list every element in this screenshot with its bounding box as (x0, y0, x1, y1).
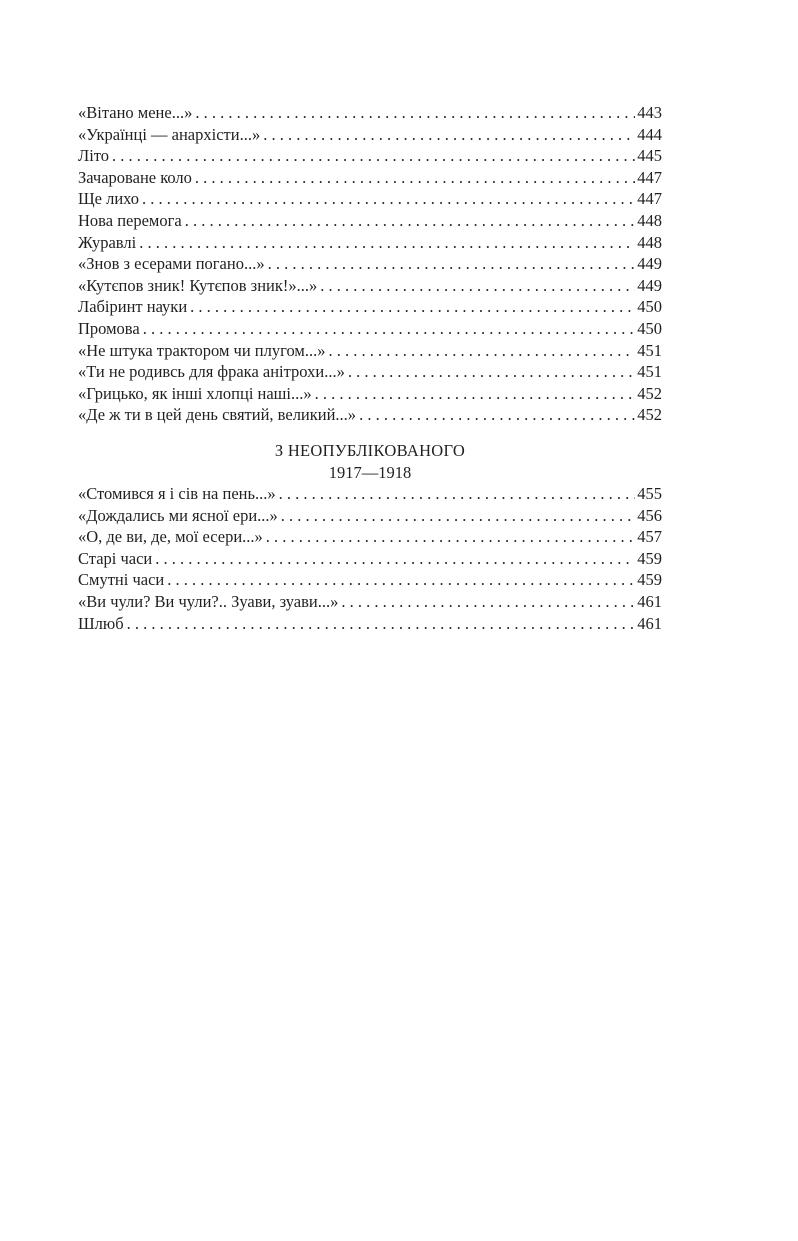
entry-page: 447 (637, 167, 662, 187)
entry-title: «Грицько, як інші хлопці наші...» (78, 383, 312, 403)
dot-leader (142, 188, 635, 210)
entry-title: Журавлі (78, 232, 137, 252)
entry-page: 461 (637, 613, 662, 633)
dot-leader (139, 232, 635, 254)
entry-page: 451 (637, 340, 662, 360)
toc-entry (78, 526, 662, 548)
entry-title: Промова (78, 318, 140, 338)
toc-entry (78, 591, 662, 613)
toc-entry (78, 124, 662, 146)
dot-leader (127, 613, 636, 635)
toc-list-top (78, 102, 662, 426)
entry-page: 457 (637, 527, 662, 547)
entry-title: «Не штука трактором чи плугом...» (78, 340, 326, 360)
dot-leader (281, 505, 635, 527)
table-of-contents (78, 102, 662, 634)
toc-list-bottom (78, 483, 662, 634)
entry-title: Зачароване коло (78, 167, 192, 187)
entry-page: 459 (637, 570, 662, 590)
section-heading (78, 440, 662, 483)
entry-title: Літо (78, 146, 110, 166)
entry-title: Смутні часи (78, 570, 165, 590)
toc-entry (78, 361, 662, 383)
toc-entry (78, 232, 662, 254)
dot-leader (185, 210, 636, 232)
toc-entry (78, 167, 662, 189)
entry-title: «Де ж ти в цей день святий, великий...» (78, 405, 357, 425)
entry-page: 448 (637, 210, 662, 230)
entry-page: 452 (637, 383, 662, 403)
entry-page: 444 (637, 124, 662, 144)
entry-title: Старі часи (78, 548, 153, 568)
dot-leader (195, 167, 635, 189)
entry-title: Лабіринт науки (78, 297, 188, 317)
entry-page: 450 (637, 318, 662, 338)
entry-title: «Знов з есерами погано...» (78, 254, 265, 274)
entry-page: 450 (637, 297, 662, 317)
entry-title: «Ви чули? Ви чули?.. Зуави, зуави...» (78, 592, 339, 612)
toc-entry (78, 340, 662, 362)
entry-title: Нова перемога (78, 210, 182, 230)
dot-leader (143, 318, 636, 340)
dot-leader (359, 404, 635, 426)
entry-title: «Стомився я і сів на пень...» (78, 484, 276, 504)
dot-leader (268, 253, 636, 275)
toc-entry (78, 188, 662, 210)
section-title: З НЕОПУБЛІКОВАНОГО (274, 440, 466, 460)
entry-page: 461 (637, 592, 662, 612)
entry-title: Шлюб (78, 613, 124, 633)
entry-page: 448 (637, 232, 662, 252)
toc-entry (78, 210, 662, 232)
dot-leader (195, 102, 635, 124)
entry-page: 459 (637, 548, 662, 568)
dot-leader (155, 548, 635, 570)
dot-leader (266, 526, 635, 548)
toc-entry (78, 275, 662, 297)
dot-leader (167, 569, 635, 591)
toc-entry (78, 102, 662, 124)
dot-leader (328, 340, 635, 362)
toc-entry (78, 613, 662, 635)
dot-leader (348, 361, 635, 383)
entry-title: «Ти не родивсь для фрака анітрохи...» (78, 362, 345, 382)
entry-title: «Вітано мене...» (78, 103, 193, 122)
entry-title: «Дождались ми ясної ери...» (78, 505, 278, 525)
entry-page: 447 (637, 189, 662, 209)
toc-entry (78, 383, 662, 405)
dot-leader (341, 591, 635, 613)
entry-page: 452 (637, 405, 662, 425)
entry-title: «О, де ви, де, мої есери...» (78, 527, 263, 547)
toc-entry (78, 145, 662, 167)
toc-entry (78, 296, 662, 318)
entry-page: 449 (637, 254, 662, 274)
entry-title: «Українці — анархісти...» (78, 124, 261, 144)
dot-leader (263, 124, 635, 146)
entry-page: 451 (637, 362, 662, 382)
dot-leader (190, 296, 635, 318)
entry-title: «Кутєпов зник! Кутєпов зник!»...» (78, 275, 318, 295)
entry-page: 455 (637, 484, 662, 504)
dot-leader (315, 383, 636, 405)
entry-page: 443 (637, 103, 662, 122)
toc-entry (78, 404, 662, 426)
toc-entry (78, 318, 662, 340)
dot-leader (112, 145, 635, 167)
toc-entry (78, 253, 662, 275)
toc-entry (78, 569, 662, 591)
entry-title: Ще лихо (78, 189, 140, 209)
dot-leader (320, 275, 635, 297)
entry-page: 445 (637, 146, 662, 166)
entry-page: 449 (637, 275, 662, 295)
dot-leader (279, 483, 636, 505)
toc-entry (78, 483, 662, 505)
section-years: 1917—1918 (328, 462, 412, 482)
entry-page: 456 (637, 505, 662, 525)
toc-entry (78, 505, 662, 527)
toc-entry (78, 548, 662, 570)
